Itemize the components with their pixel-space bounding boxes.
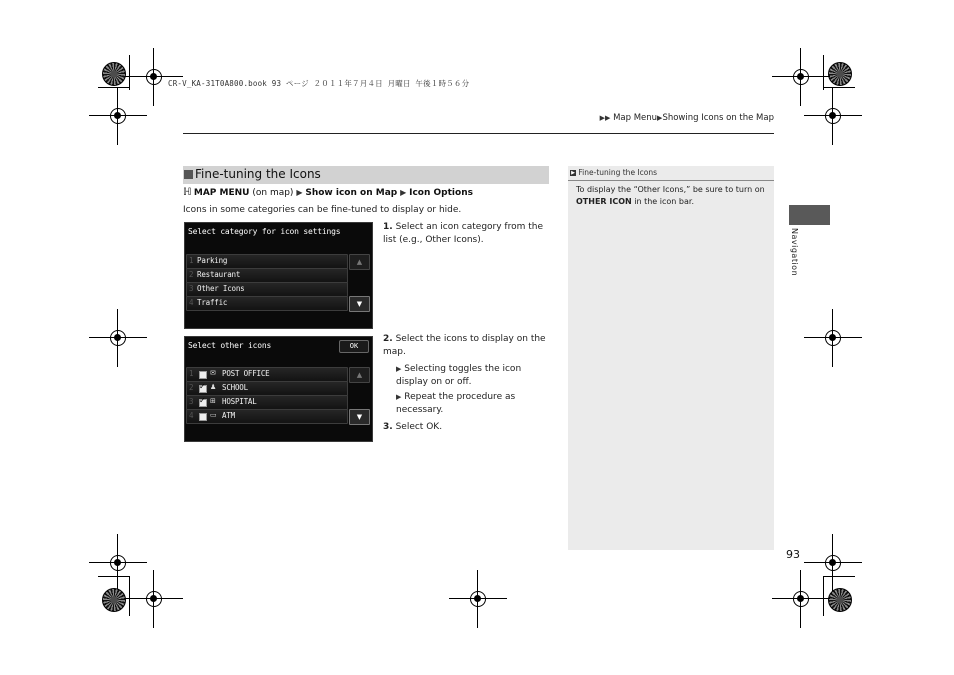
scroll-up-button[interactable]: ▲ xyxy=(349,367,370,383)
breadcrumb-map-menu[interactable]: Map Menu xyxy=(613,113,658,123)
registration-mark xyxy=(103,323,133,353)
trim-line xyxy=(129,55,130,90)
breadcrumb xyxy=(600,113,774,123)
note-box-icon: ▶ xyxy=(571,170,575,176)
double-triangle-icon: ▶▶ xyxy=(599,114,611,122)
hospital-icon: ⊞ xyxy=(210,397,216,405)
category-screen xyxy=(184,222,373,329)
registration-mark xyxy=(818,548,848,578)
scroll-down-button[interactable]: ▼ xyxy=(349,296,370,312)
registration-mark xyxy=(818,323,848,353)
intro-text: Icons in some categories can be fine-tuned to display or hide. xyxy=(183,205,462,215)
section-title: Fine-tuning the Icons xyxy=(195,167,321,181)
path-icon-options: Icon Options xyxy=(409,188,473,198)
list-item[interactable]: 3 ✓ ⊞ HOSPITAL xyxy=(186,395,348,410)
registration-mark xyxy=(103,101,133,131)
checkbox[interactable] xyxy=(199,385,207,393)
example-label: Other Icons xyxy=(425,235,478,245)
registration-mark xyxy=(103,548,133,578)
step-1: 1. Select an icon category from the list (e.g., Other Icons). xyxy=(383,222,543,245)
list-item[interactable]: 1 ✉ POST OFFICE xyxy=(186,367,348,382)
trim-line xyxy=(823,87,855,88)
triangle-icon: ▶ xyxy=(400,188,407,197)
list-item[interactable]: 4 Traffic xyxy=(186,296,348,311)
ok-label: OK xyxy=(426,422,440,432)
triangle-icon: ▶ xyxy=(657,114,663,122)
scroll-down-button[interactable]: ▼ xyxy=(349,409,370,425)
step-2-subnote: ▶ Repeat the procedure as necessary. xyxy=(396,392,516,415)
triangle-icon: ▶ xyxy=(296,188,303,197)
triangle-icon: ▶ xyxy=(396,365,402,373)
list-item[interactable]: 4 ▭ ATM xyxy=(186,409,348,424)
school-icon: ♟ xyxy=(210,383,217,391)
trim-line xyxy=(823,55,824,90)
checkbox[interactable] xyxy=(199,413,207,421)
breadcrumb-showing-icons[interactable]: Showing Icons on the Map xyxy=(662,113,774,123)
registration-mark xyxy=(786,62,816,92)
color-rosette-bottom-right xyxy=(828,588,852,612)
menu-path xyxy=(183,187,473,198)
header-rule xyxy=(183,133,774,134)
map-menu-button-icon: ℍ xyxy=(183,187,192,198)
registration-mark xyxy=(818,101,848,131)
screen-title: Select category for icon settings xyxy=(188,227,341,236)
atm-icon: ▭ xyxy=(210,411,217,419)
trim-line xyxy=(98,87,130,88)
side-note xyxy=(568,166,774,550)
triangle-icon: ▶ xyxy=(396,393,402,401)
list-item[interactable]: 2 ✓ ♟ SCHOOL xyxy=(186,381,348,396)
list-item[interactable]: 3 Other Icons xyxy=(186,282,348,297)
path-show-icon: Show icon on Map xyxy=(305,188,398,198)
section-square-icon xyxy=(184,170,193,179)
color-rosette-top-right xyxy=(828,62,852,86)
registration-mark xyxy=(139,62,169,92)
path-map-menu: MAP MENU xyxy=(193,188,250,198)
trim-line xyxy=(129,576,130,616)
checkbox[interactable] xyxy=(199,371,207,379)
section-header xyxy=(183,166,549,184)
step-2-subnote: ▶ Selecting toggles the icon display on or off. xyxy=(396,364,522,387)
list-item[interactable]: 2 Restaurant xyxy=(186,268,348,283)
scroll-up-button[interactable]: ▲ xyxy=(349,254,370,270)
ok-button[interactable]: OK xyxy=(339,340,369,353)
trim-line xyxy=(98,576,130,577)
checkbox[interactable] xyxy=(199,399,207,407)
post-office-icon: ✉ xyxy=(210,369,216,377)
note-header: ▶ Fine-tuning the Icons xyxy=(571,168,658,177)
registration-mark xyxy=(786,584,816,614)
other-icons-screen xyxy=(184,336,373,442)
color-rosette-top-left xyxy=(102,62,126,86)
trim-line xyxy=(823,576,824,616)
screen-title: Select other icons xyxy=(188,341,272,350)
page-number: 93 xyxy=(786,548,800,561)
step-2: 2. Select the icons to display on the map. xyxy=(383,334,546,357)
registration-mark xyxy=(139,584,169,614)
note-rule xyxy=(568,180,774,181)
trim-line xyxy=(823,576,855,577)
note-body: To display the “Other Icons,” be sure to turn on OTHER ICON in the icon bar. xyxy=(576,185,765,206)
registration-mark xyxy=(463,584,493,614)
list-item[interactable]: 1 Parking xyxy=(186,254,348,269)
chapter-label: Navigation xyxy=(790,228,799,277)
color-rosette-bottom-left xyxy=(102,588,126,612)
step-3: 3. Select OK. xyxy=(383,422,443,432)
print-header: CR-V_KA-31T0A800.book 93 ページ ２０１１年７月４日 月曜日 午後１時５６分 xyxy=(168,79,470,88)
chapter-tab xyxy=(789,205,830,225)
path-on-map: (on map) xyxy=(252,188,294,198)
